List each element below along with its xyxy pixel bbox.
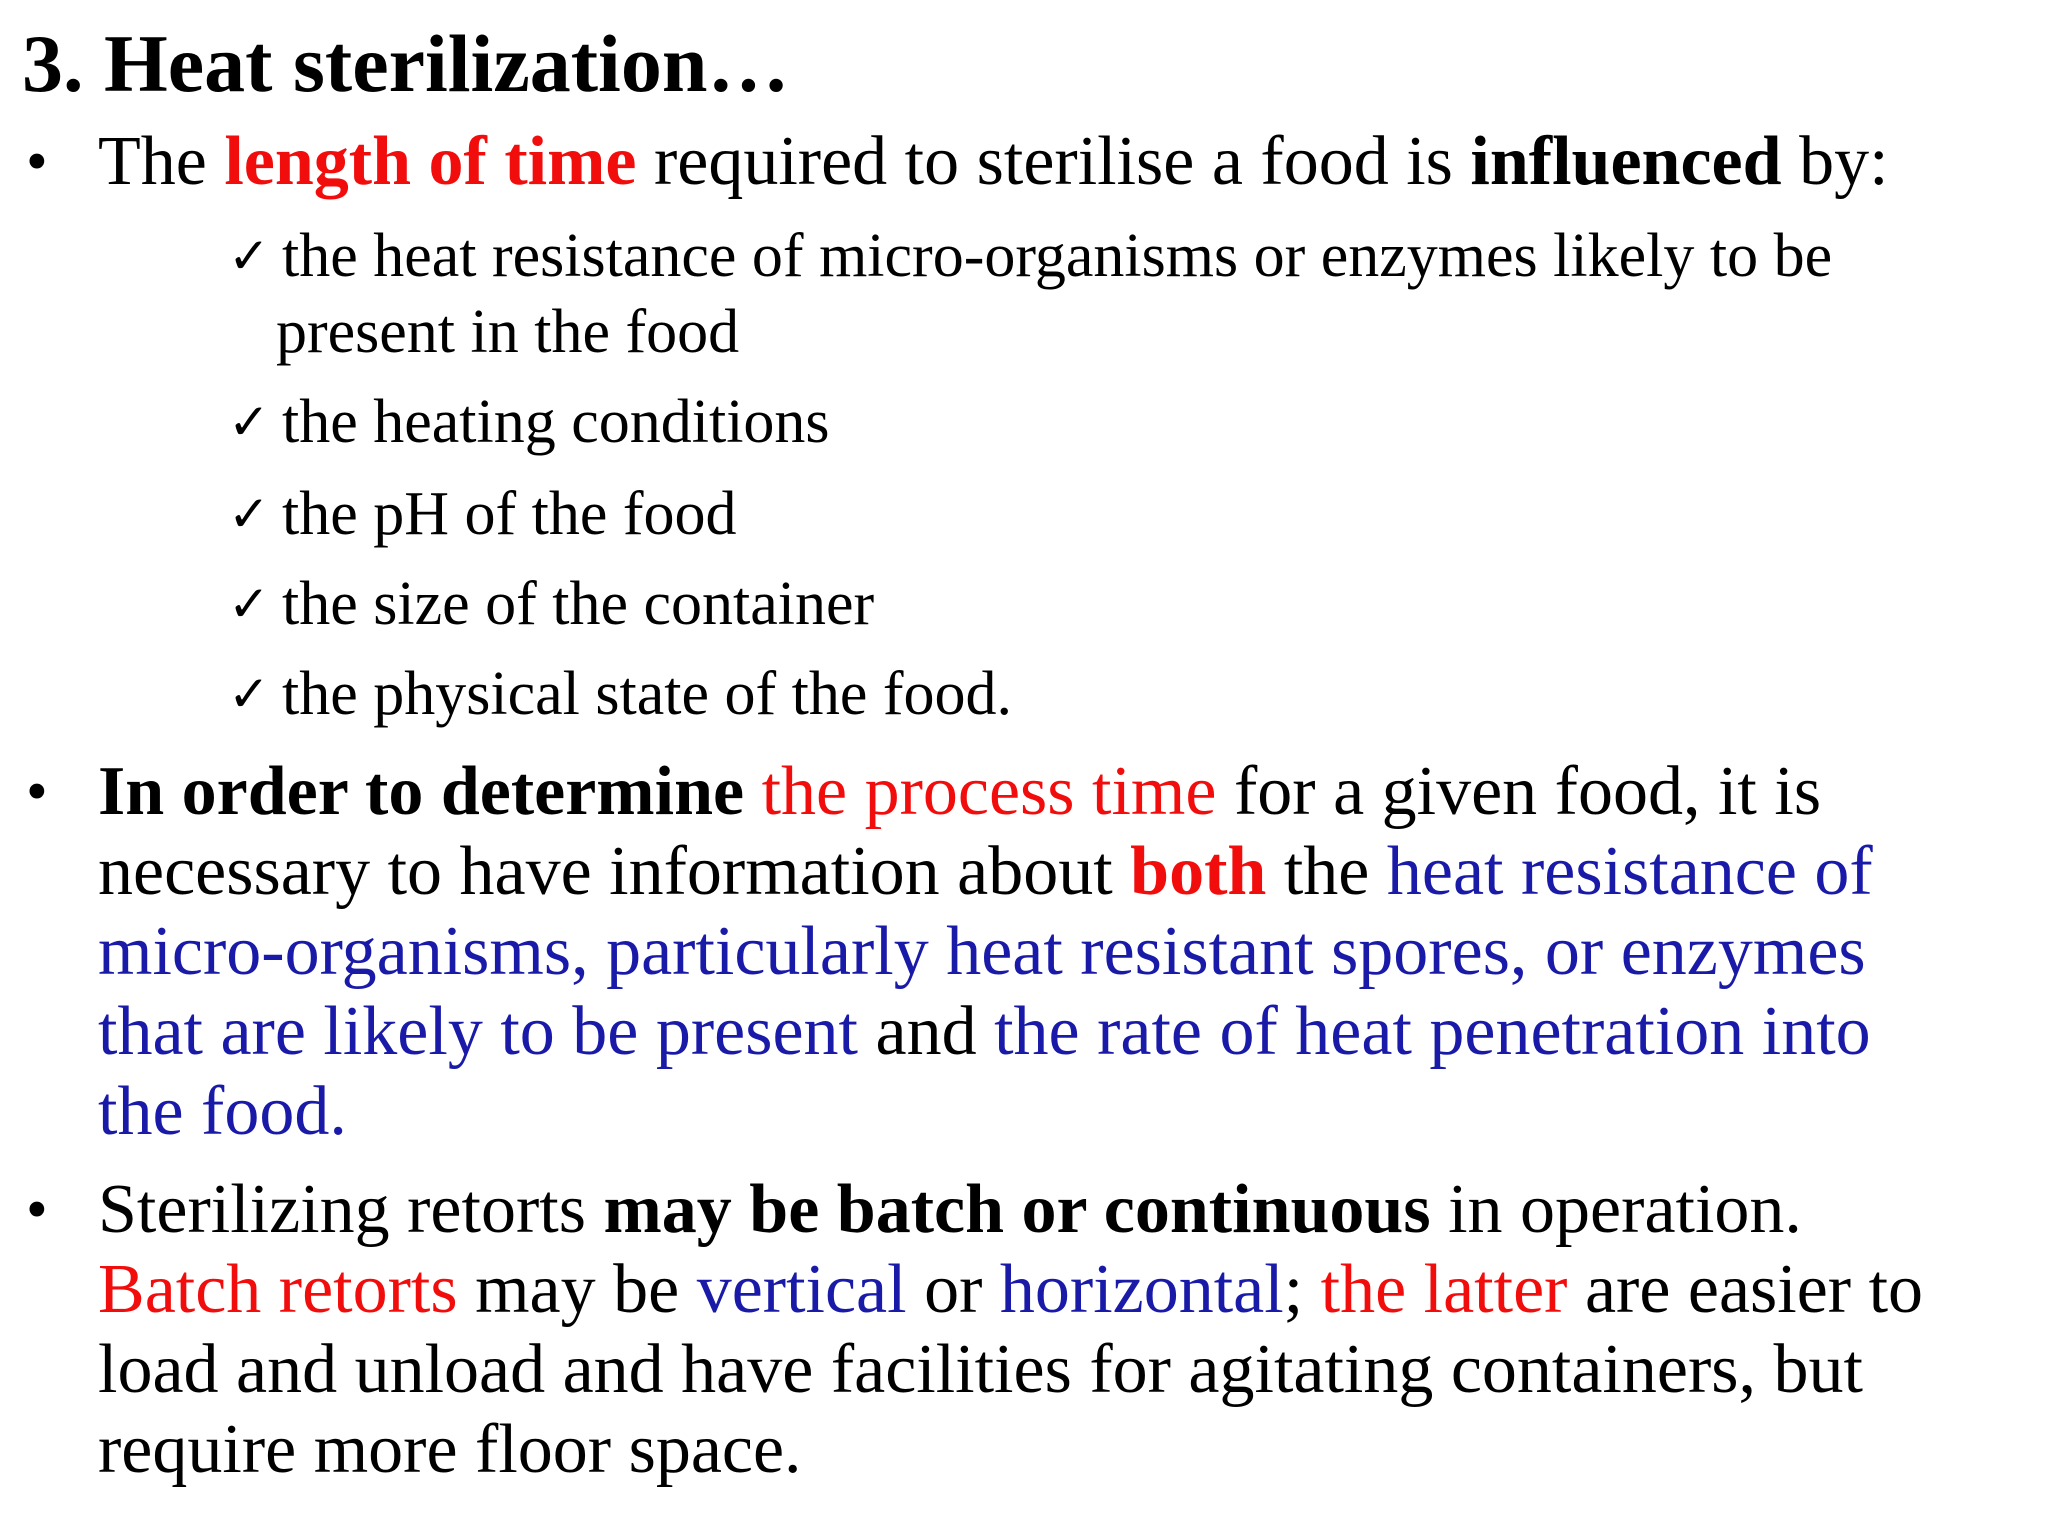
check-text-continued (276, 294, 2036, 370)
check-line: present in the food (276, 298, 740, 366)
bullet-text (98, 122, 2038, 202)
bullet-point: • (26, 758, 48, 826)
highlight-both: both (1130, 833, 1267, 910)
check-line: the physical state of the food. (282, 660, 1013, 728)
highlight-heat-penetration: the rate of heat penetration into (994, 993, 1871, 1070)
check-text (282, 566, 2038, 642)
text-span: for a given food, it is (1216, 753, 1822, 830)
text-span: The (98, 123, 225, 200)
bullet-point: • (26, 1176, 48, 1244)
highlight-batch-retorts: Batch retorts (98, 1251, 458, 1328)
text-span: may be (457, 1251, 697, 1328)
text-span: by: (1781, 123, 1889, 200)
checkmark-icon: ✓ (228, 227, 270, 285)
highlight-the-latter: the latter (1320, 1251, 1568, 1328)
emphasis-in-order-to-determine: In order to determine (98, 753, 745, 830)
bullet-text (98, 752, 2038, 1152)
check-line: the heat resistance of micro-organisms or enzymes likely to be (282, 222, 1833, 290)
check-text (282, 476, 2038, 552)
text-span: required to sterilise a food is (636, 123, 1471, 200)
bullet-point: • (26, 128, 48, 196)
highlight-length-of-time: length of time (224, 123, 637, 200)
text-span: in operation. (1430, 1171, 1802, 1248)
checkmark-icon: ✓ (228, 665, 270, 723)
check-line: the heating conditions (282, 388, 830, 456)
text-span: load and unload and have facilities for agitating containers, but (98, 1331, 1863, 1408)
checkmark-icon: ✓ (228, 393, 270, 451)
text-span: ; (1283, 1251, 1321, 1328)
highlight-vertical: vertical (696, 1251, 907, 1328)
text-span: Sterilizing retorts (98, 1171, 604, 1248)
checkmark-icon: ✓ (228, 485, 270, 543)
highlight-likely-present: that are likely to be present (98, 993, 858, 1070)
check-text (282, 218, 2038, 294)
text-span: necessary to have information about (98, 833, 1131, 910)
check-text (282, 656, 2038, 732)
highlight-process-time: the process time (744, 753, 1217, 830)
text-span: the (1266, 833, 1387, 910)
checkmark-icon: ✓ (228, 575, 270, 633)
text-span: require more floor space. (98, 1411, 802, 1488)
highlight-horizontal: horizontal (999, 1251, 1284, 1328)
highlight-heat-resistance: heat resistance of (1386, 833, 1873, 910)
check-text (282, 384, 2038, 460)
emphasis-batch-or-continuous: may be batch or continuous (603, 1171, 1431, 1248)
check-line: the pH of the food (282, 480, 737, 548)
highlight-micro-organisms: micro-organisms, particularly heat resistant spores, or enzymes (98, 913, 1866, 990)
highlight-the-food: the food. (98, 1073, 347, 1150)
bullet-text (98, 1170, 2038, 1490)
emphasis-influenced: influenced (1470, 123, 1782, 200)
check-line: the size of the container (282, 570, 875, 638)
text-span: or (906, 1251, 1000, 1328)
text-span: and (858, 993, 995, 1070)
slide-title: 3. Heat sterilization… (22, 18, 790, 109)
text-span: are easier to (1567, 1251, 1924, 1328)
